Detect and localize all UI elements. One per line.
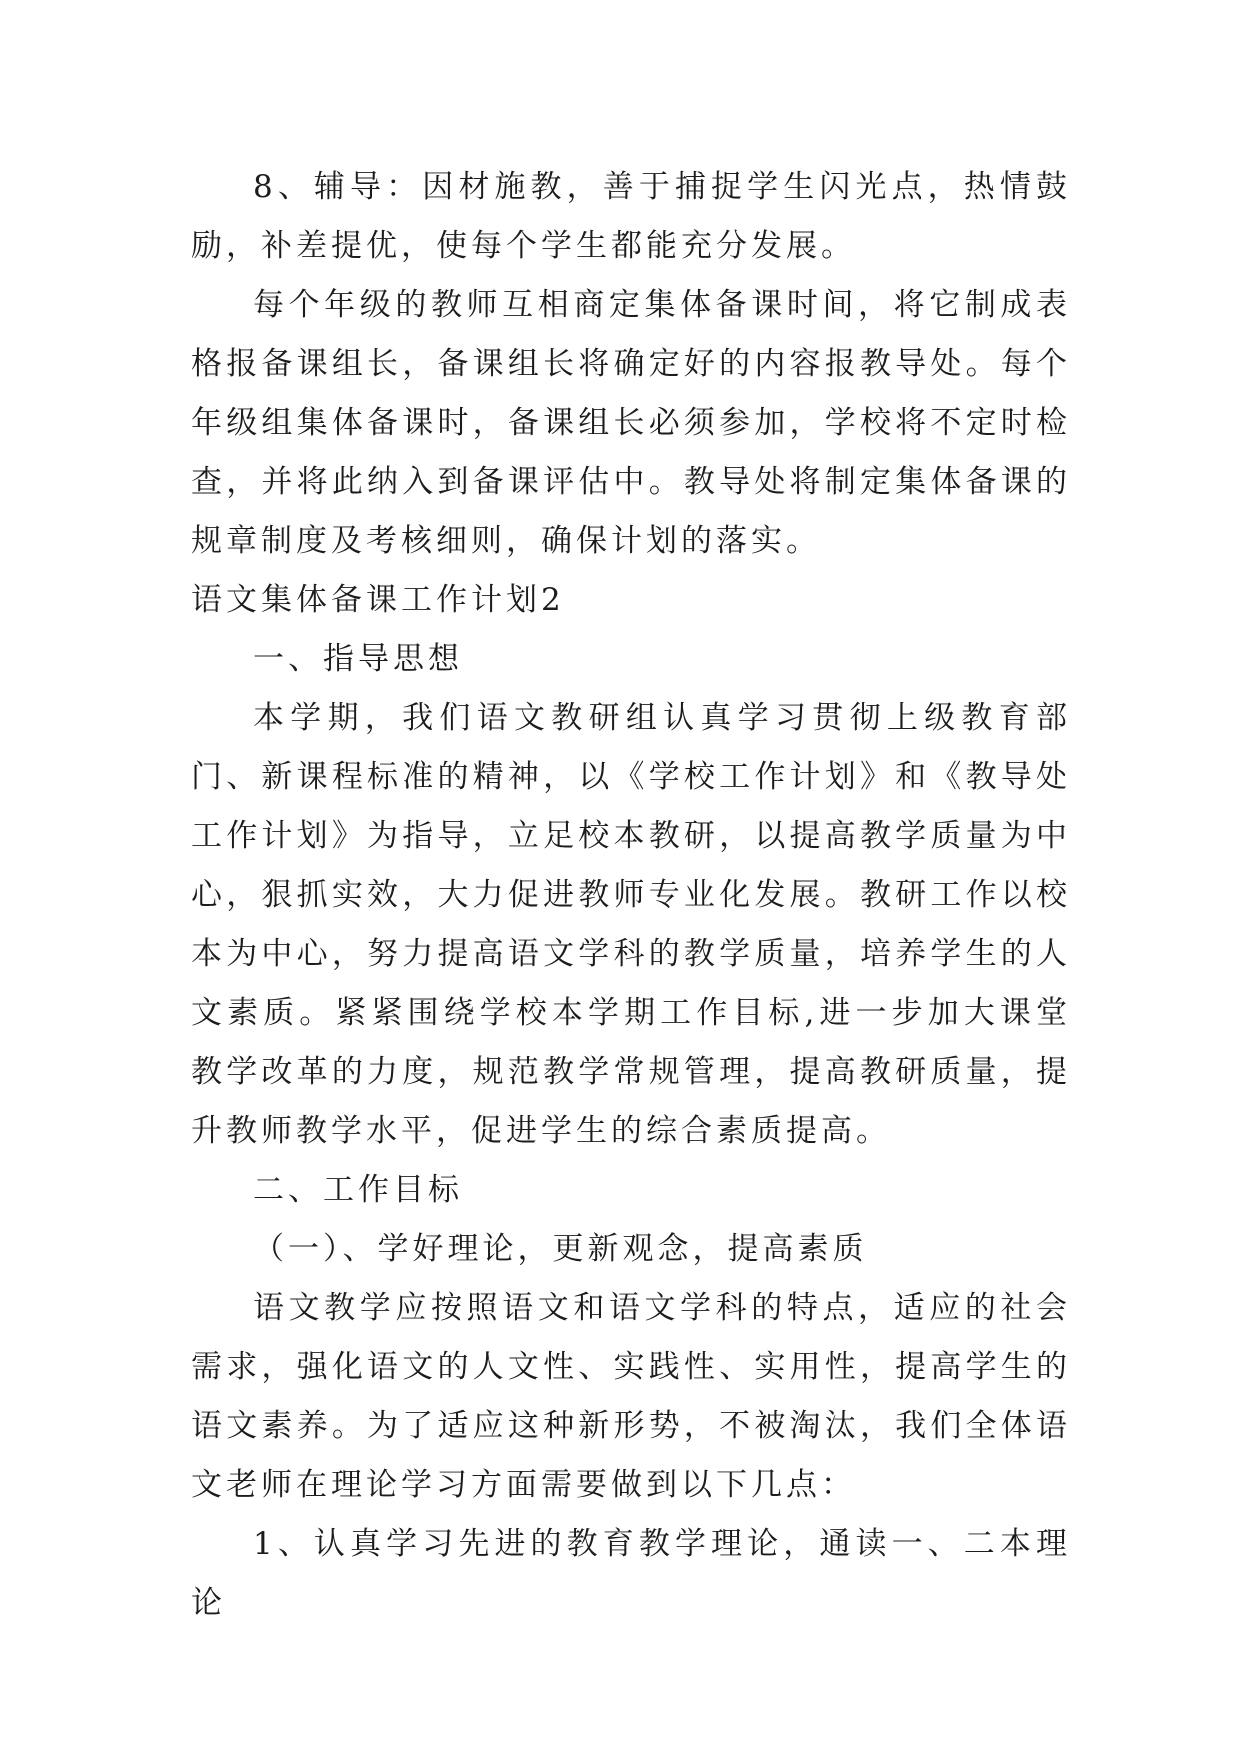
paragraph-guiding-ideology: 本学期，我们语文教研组认真学习贯彻上级教育部门、新课程标准的精神，以《学校工作计划》和《教导处工作计划》为指导，立足校本教研，以提高教学质量为中心，狠抓实效，大力促进教师专业化发展。教研工作以校本为中心，努力提高语文学科的教学质量，培养学生的人文素质。紧紧围绕学校本学期工作目标,进一步加大课堂教学改革的力度，规范教学常规管理，提高教研质量，提升教师教学水平，促进学生的综合素质提高。 [191,700,1071,1149]
document-body [191,158,1071,1633]
paragraph-item-1: 1、认真学习先进的教育教学理论，通读一、二本理论 [191,1526,1071,1621]
subheading-theory-study: （一）、学好理论，更新观念，提高素质 [253,1231,868,1267]
heading-guiding-ideology: 一、指导思想 [253,641,463,677]
paragraph-guidance-item-8: 8、辅导：因材施教，善于捕捉学生闪光点，热情鼓励，补差提优，使每个学生都能充分发展。 [191,169,1071,264]
heading-work-goals: 二、工作目标 [253,1172,463,1208]
paragraph-theory-study: 语文教学应按照语文和语文学科的特点，适应的社会需求，强化语文的人文性、实践性、实用性，提高学生的语文素养。为了适应这种新形势，不被淘汰，我们全体语文老师在理论学习方面需要做到以下几点： [191,1290,1071,1503]
paragraph-collective-prep-schedule: 每个年级的教师互相商定集体备课时间，将它制成表格报备课组长，备课组长将确定好的内容报教导处。每个年级组集体备课时，备课组长必须参加，学校将不定时检查，并将此纳入到备课评估中。教导处将制定集体备课的规章制度及考核细则，确保计划的落实。 [191,287,1071,559]
section-title-plan-2: 语文集体备课工作计划2 [191,582,565,618]
